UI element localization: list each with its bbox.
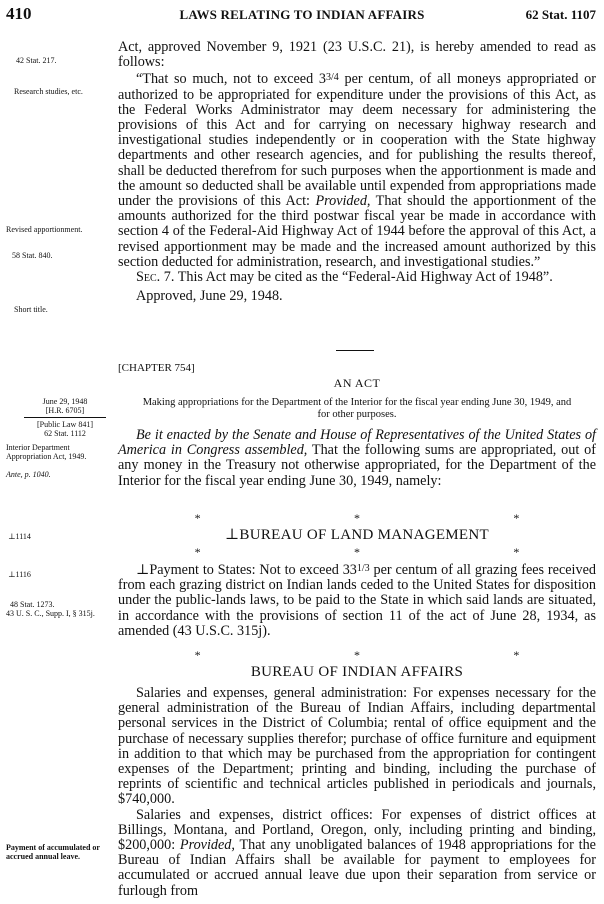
bia-heading: BUREAU OF INDIAN AFFAIRS <box>250 664 464 680</box>
margin-note-public-law: [Public Law 841] <box>37 420 93 429</box>
margin-note-stat-1273: 48 Stat. 1273. <box>10 600 55 609</box>
margin-note-stat: 42 Stat. 217. <box>16 56 57 65</box>
statute-reference: 62 Stat. 1107 <box>525 7 596 22</box>
margin-note-revised-apportionment: Revised apportionment. <box>6 225 83 234</box>
margin-note-usc: 43 U. S. C., Supp. I, § 315j. <box>6 609 95 618</box>
margin-note-stat-1112: 62 Stat. 1112 <box>44 429 86 438</box>
margin-note-page-1114: ⊥1114 <box>8 532 31 541</box>
margin-note-bill: [H.R. 6705] <box>45 406 85 415</box>
paragraph: Act, approved November 9, 1921 (23 U.S.C. 21), is hereby amended to read as follows: <box>118 39 596 71</box>
margin-note-research: Research studies, etc. <box>14 87 83 96</box>
bia-appropriations <box>118 686 596 899</box>
approval-line: Approved, June 29, 1948. <box>136 288 283 305</box>
margin-note-date: June 29, 1948 <box>42 397 88 406</box>
section-text-highway <box>118 40 596 304</box>
margin-note-appropriation-act: Interior Department Appropriation Act, 1949. <box>6 443 87 461</box>
fraction: 1/3 <box>356 563 370 574</box>
an-act-heading: AN ACT <box>333 376 381 390</box>
act-purpose: Making appropriations for the Department of the Interior for the fiscal year ending June 30, 1949, and for other purposes. <box>142 397 572 420</box>
margin-note-ante: Ante, p. 1040. <box>6 470 51 479</box>
ellipsis-stars: * * * <box>194 648 520 662</box>
margin-note-page-1116: ⊥1116 <box>8 570 31 579</box>
page-number: 410 <box>6 4 32 23</box>
chapter-label: [CHAPTER 754] <box>118 362 195 374</box>
margin-note-short-title: Short title. <box>14 305 48 314</box>
section-divider <box>336 350 374 351</box>
payment-to-states: ⊥Payment to States: Not to exceed $33^{1/3}$ per centum of all grazing fees received from each grazing district on Indian lands ceded to the United States for disposition under the public-lands laws, to be paid to the State in which said lands are situated, in accordance with the provisions of section 11 of the act of June 28, 1934, as amended (43 U.S.C. 315j). <box>118 562 596 639</box>
paragraph: “That so much, not to exceed $3^{3/4}$ per centum, of all moneys appropriated or authorized to be appropriated for expenditure under the provisions of this Act, as the Federal Works Administrator may deem necessary for administering the provisions of this Act and for carrying on necessary highway research and investigational studies independently or in cooperation with the State highway departments and other research agencies, and for publishing the results thereof, shall be deducted therefrom for such purposes when the apportionment is made and the amount so deducted shall be available until expended from appropriations made under the provisions of this Act: Provided, That should the apportionment of the amounts authorized for the third postwar fiscal year be made in accordance with section 4 of the Federal-Aid Highway Act of 1944 before the approval of this Act, a revised apportionment may be made and the increased amount authorized by this section deducted for administration, research, and investigational studies.” <box>118 71 596 270</box>
paragraph: Salaries and expenses, general administration: For expenses necessary for the general administration of the Bureau of Indian Affairs, including departmental personal services in the District of Columbia; rental of office equipment and the purchase of necessary supplies therefor; purchase of office furniture and equipment in addition to that which may be purchased from the appropriation for contingent expenses of the Department; printing and binding, including the purchase of reprints of scientific and technical articles published in periodicals and journals, $740,000. <box>118 685 596 808</box>
paragraph: Sec. 7. This Act may be cited as the “Federal-Aid Highway Act of 1948”. <box>136 269 553 286</box>
margin-note-stat-840: 58 Stat. 840. <box>12 251 53 260</box>
running-title: LAWS RELATING TO INDIAN AFFAIRS <box>179 7 425 22</box>
blm-heading: ⊥BUREAU OF LAND MANAGEMENT <box>225 527 489 543</box>
fraction: 3/4 <box>326 72 339 84</box>
ellipsis-stars: * * * <box>194 511 520 525</box>
enacting-clause: Be it enacted by the Senate and House of Representatives of the United States of America in Congress assembled, That the following sums are appropriated, out of any money in the Treasury not otherwise appropriated, for the Department of the Interior for the fiscal year ending June 30, 1949, namely: <box>118 427 596 489</box>
margin-divider <box>24 417 106 418</box>
ellipsis-stars: * * * <box>194 545 520 559</box>
paragraph: Salaries and expenses, district offices: For expenses of district offices at Billings, Montana, and Portland, Oregon, only, including printing and binding, $200,000: Provided, That any unobligated balances of 1948 appropriations for the Bureau of Indian Affairs shall be available for payment to employees for accumulated or accrued annual leave due upon their separation from service or furlough from <box>118 806 596 899</box>
margin-note-annual-leave: Payment of accumulated or accrued annual leave. <box>6 843 100 861</box>
